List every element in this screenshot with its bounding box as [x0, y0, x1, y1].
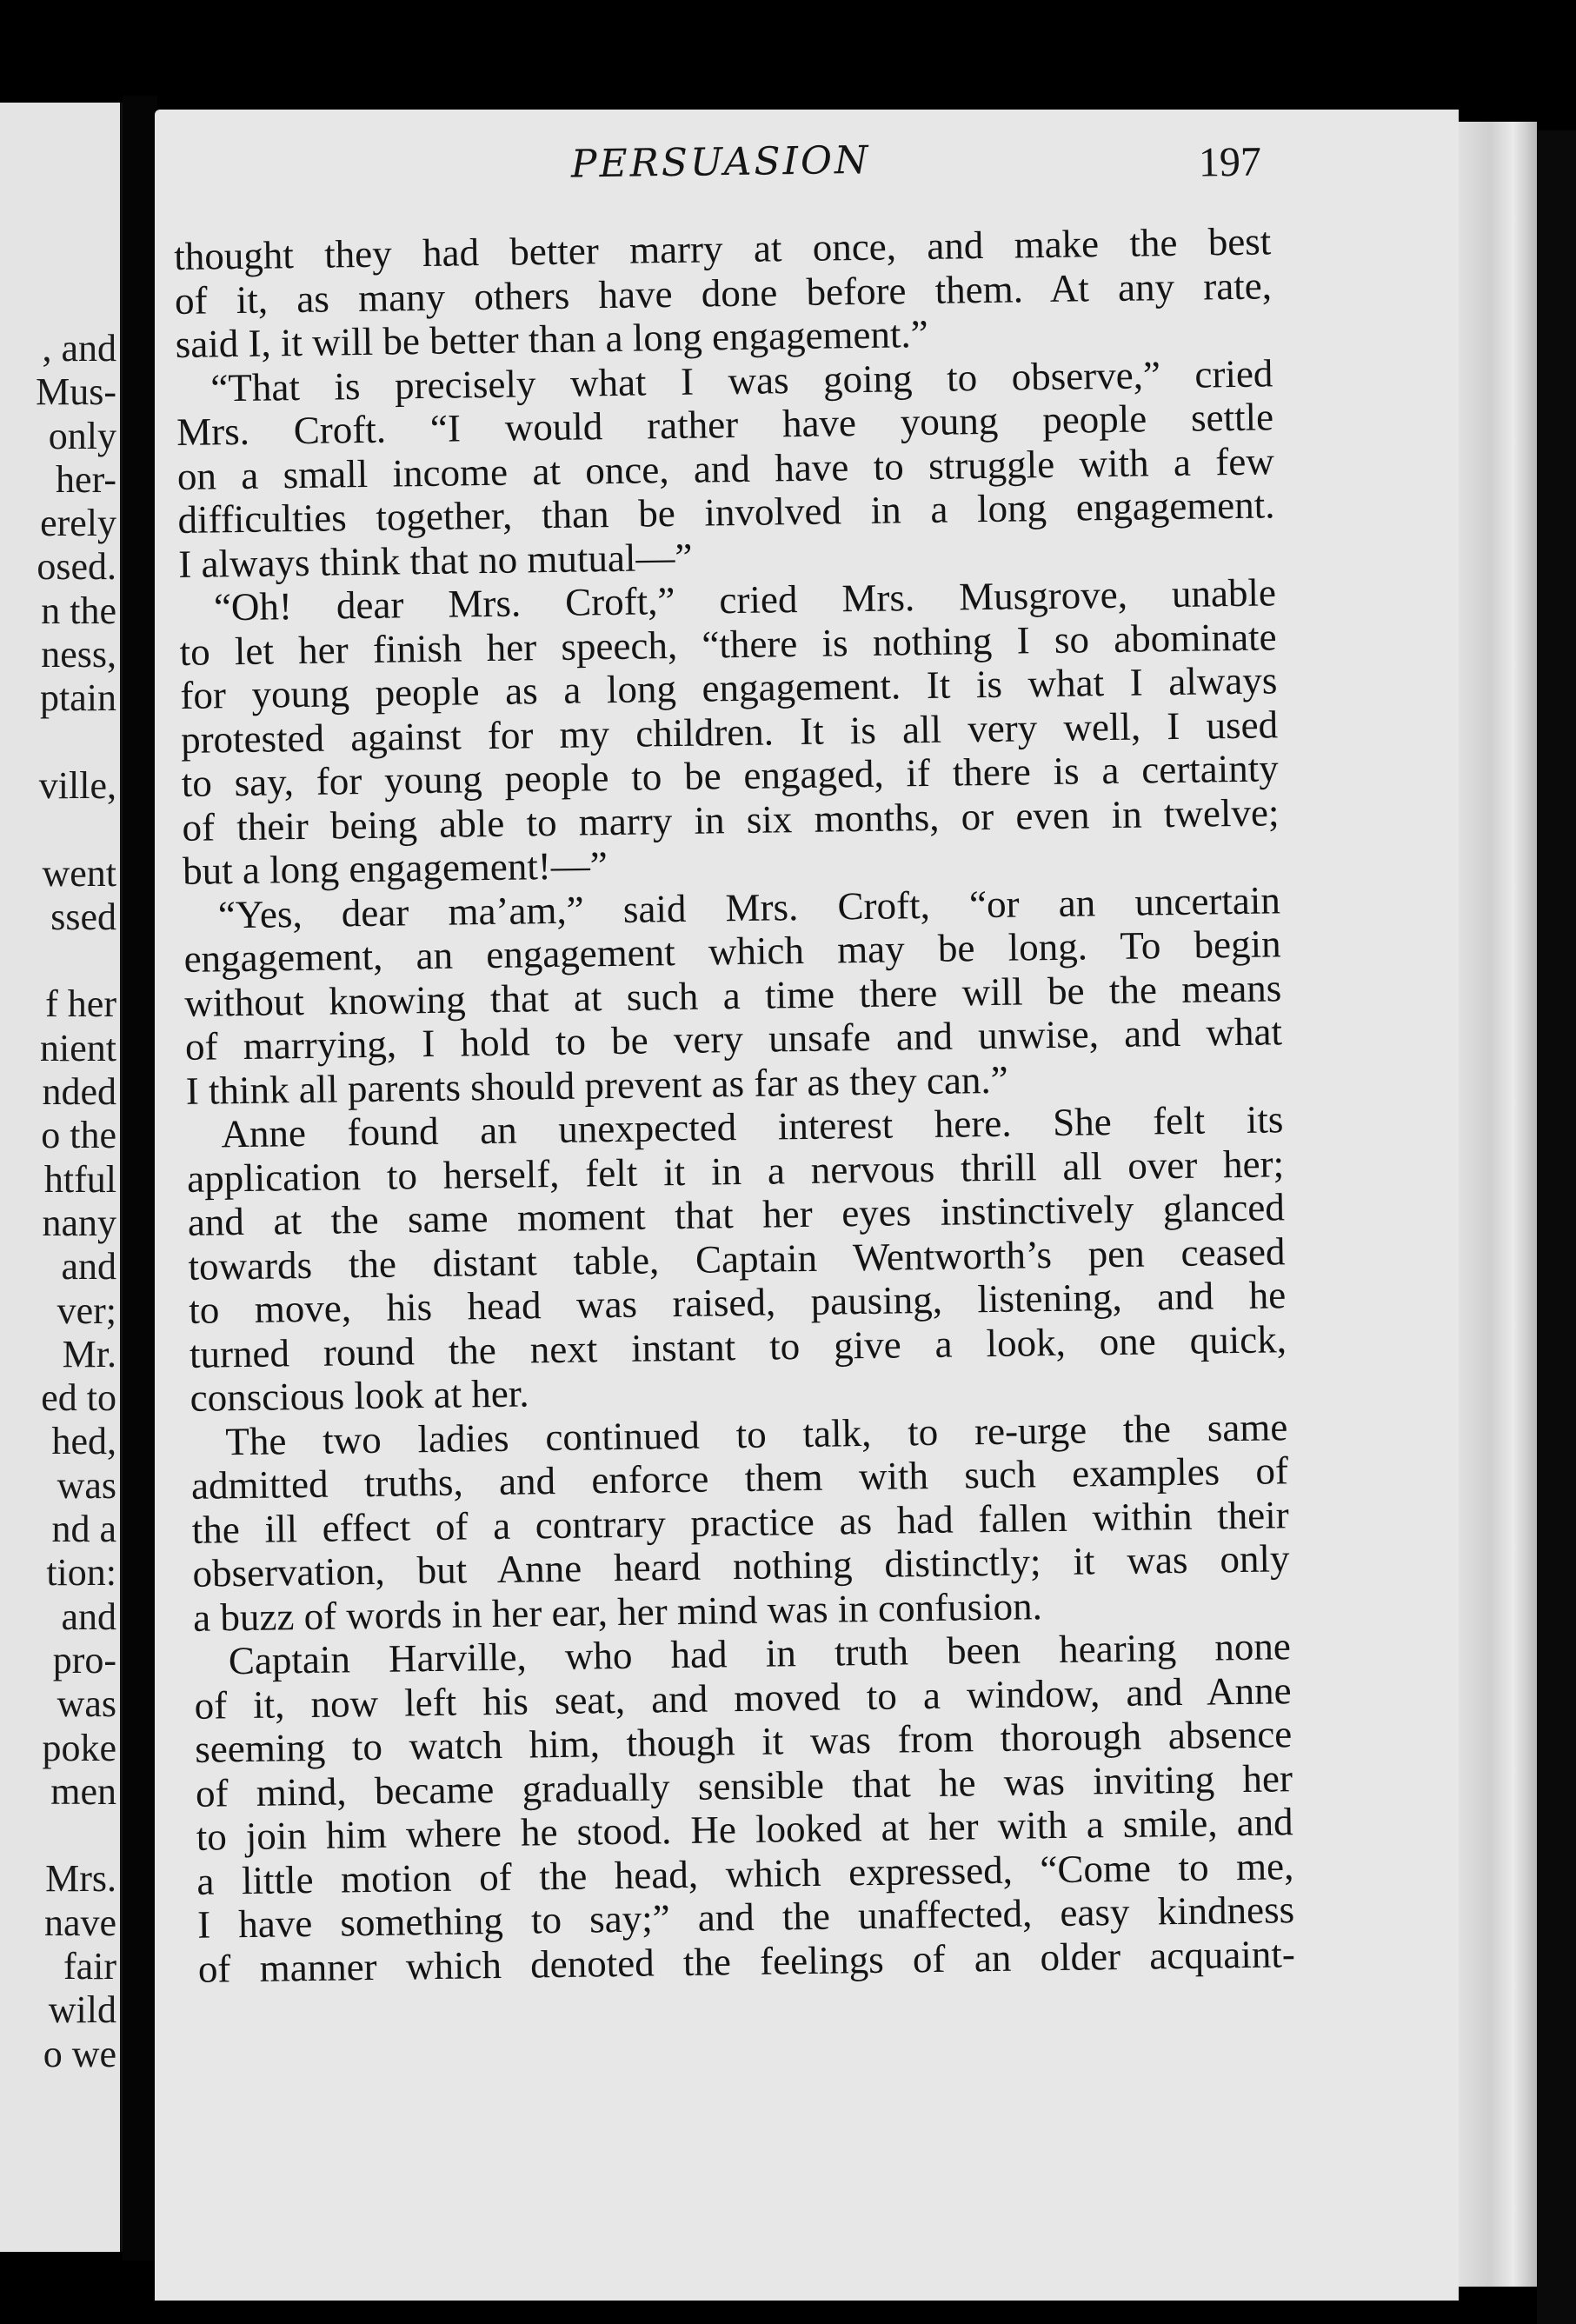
text-line: of marrying, I hold to be very unsafe and unwise, and what: [184, 1009, 1283, 1069]
previous-page-line: poke: [42, 1726, 116, 1769]
text-line: towards the distant table, Captain Wentworth’s pen ceased: [188, 1229, 1286, 1289]
previous-page-line: , and: [42, 327, 116, 370]
previous-page-line: [0, 808, 116, 851]
previous-page-line: erely: [40, 502, 116, 545]
previous-page-line: her-: [56, 457, 116, 501]
previous-page-line: Mus-: [36, 370, 116, 414]
previous-page-line: ed to: [41, 1376, 116, 1420]
text-line: application to herself, felt it in a nervous thrill all over her;: [186, 1141, 1285, 1201]
text-line: Captain Harville, who had in truth been hearing none: [228, 1624, 1292, 1683]
previous-page-line: men: [50, 1769, 116, 1813]
previous-page-line: ptain: [40, 676, 116, 720]
text-line: and at the same moment that her eyes instinctively glanced: [187, 1185, 1286, 1244]
previous-page-line: nient: [40, 1026, 116, 1069]
scan-border: [1537, 130, 1576, 2324]
previous-page-line: ssed: [50, 895, 116, 938]
text-line: but a long engagement!—”: [182, 843, 608, 893]
previous-page-fragment: [0, 103, 123, 2252]
previous-page-line: htful: [43, 1157, 116, 1201]
text-line: The two ladies continued to talk, to re-urge the same: [225, 1404, 1288, 1463]
text-line: I think all parents should prevent as far as they can.”: [185, 1057, 1008, 1113]
text-line: “Oh! dear Mrs. Croft,” cried Mrs. Musgrove, unable: [213, 570, 1277, 629]
previous-page-line: f her: [45, 982, 116, 1026]
text-line: I have something to say;” and the unaffected, easy kindness: [196, 1888, 1295, 1947]
text-line: turned round the next instant to give a look, one quick,: [189, 1316, 1287, 1376]
previous-page-line: nded: [42, 1070, 116, 1114]
previous-page-line: Mr.: [62, 1332, 116, 1375]
page-number: 197: [1198, 138, 1262, 186]
previous-page-line: o the: [41, 1114, 116, 1157]
text-line: without knowing that at such a time there will be the means: [183, 965, 1282, 1025]
previous-page-line: went: [42, 851, 116, 895]
text-line: of mind, became gradually sensible that he was inviting her: [195, 1755, 1293, 1815]
text-line: I always think that no mutual—”: [177, 535, 693, 586]
text-line: conscious look at her.: [190, 1371, 529, 1420]
text-line: “Yes, dear ma’am,” said Mrs. Croft, “or an uncertain: [217, 877, 1281, 936]
previous-page-line: wild: [48, 1988, 116, 2032]
text-line: a buzz of words in her ear, her mind was in confusion.: [192, 1583, 1043, 1640]
text-line: for young people as a long engagement. It is what I always: [180, 658, 1278, 717]
previous-page-line: nd a: [51, 1508, 116, 1551]
previous-page-line: hed,: [51, 1420, 116, 1463]
running-title: PERSUASION: [570, 137, 871, 187]
previous-page-line: o we: [43, 2032, 116, 2075]
text-line: of manner which denoted the feelings of an older acquaint-: [197, 1931, 1296, 1991]
previous-page-line: only: [48, 414, 116, 457]
text-line: of it, as many others have done before them. At any rate,: [174, 263, 1273, 323]
previous-page-line: nany: [42, 1201, 116, 1244]
text-line: said I, it will be better than a long engagement.”: [175, 311, 928, 366]
text-line: admitted truths, and enforce them with such examples of: [190, 1448, 1289, 1508]
previous-page-line: Mrs.: [45, 1857, 116, 1901]
previous-page-line: pro-: [52, 1638, 116, 1681]
text-line: engagement, an engagement which may be long. To begin: [183, 922, 1281, 981]
previous-page-line: n the: [41, 589, 116, 632]
body-text: [174, 219, 1295, 1990]
previous-page-text: [0, 327, 116, 2076]
text-line: difficulties together, than be involved in a long engagement.: [177, 483, 1275, 542]
text-line: seeming to watch him, though it was from thorough absence: [194, 1712, 1293, 1771]
text-line: of their being able to marry in six months, or even in twelve;: [182, 789, 1280, 849]
text-line: observation, but Anne heard nothing distinctly; it was only: [192, 1536, 1290, 1595]
previous-page-line: ville,: [38, 763, 116, 807]
previous-page-line: fair: [63, 1944, 116, 1988]
text-line: protested against for my children. It is all very well, I used: [180, 702, 1279, 762]
text-line: Mrs. Croft. “I would rather have young people settle: [176, 395, 1274, 454]
text-line: Anne found an unexpected interest here. She felt its: [221, 1097, 1284, 1156]
previous-page-line: nave: [43, 1901, 116, 1944]
text-line: of it, now left his seat, and moved to a window, and Anne: [194, 1668, 1292, 1728]
text-line: to say, for young people to be engaged, if there is a certainty: [181, 746, 1280, 805]
text-line: to move, his head was raised, pausing, listening, and he: [188, 1273, 1287, 1332]
book-gutter: [123, 96, 157, 2261]
text-line: on a small income at once, and have to struggle with a few: [176, 438, 1275, 498]
text-line: thought they had better marry at once, and make the best: [174, 219, 1272, 278]
text-line: to let her finish her speech, “there is nothing I so abominate: [179, 614, 1277, 674]
previous-page-line: ness,: [41, 633, 116, 676]
page-edge-stack: [1459, 122, 1537, 2287]
previous-page-line: and: [61, 1595, 116, 1638]
text-line: the ill effect of a contrary practice as had fallen within their: [191, 1492, 1290, 1552]
page-text-block: [174, 137, 1296, 1991]
text-line: to join him where he stood. He looked at her with a smile, and: [196, 1800, 1293, 1859]
text-line: a little motion of the head, which expressed, “Come to me,: [196, 1843, 1294, 1903]
previous-page-line: [0, 939, 116, 982]
previous-page-line: was: [57, 1463, 116, 1507]
previous-page-line: [0, 1814, 116, 1857]
previous-page-line: tion:: [46, 1551, 116, 1595]
text-line: “That is precisely what I was going to observe,” cried: [210, 350, 1273, 410]
previous-page-line: was: [57, 1682, 116, 1726]
previous-page-line: and: [61, 1245, 116, 1289]
previous-page-line: ver;: [57, 1289, 116, 1332]
previous-page-line: [0, 721, 116, 764]
previous-page-line: osed.: [37, 545, 116, 589]
